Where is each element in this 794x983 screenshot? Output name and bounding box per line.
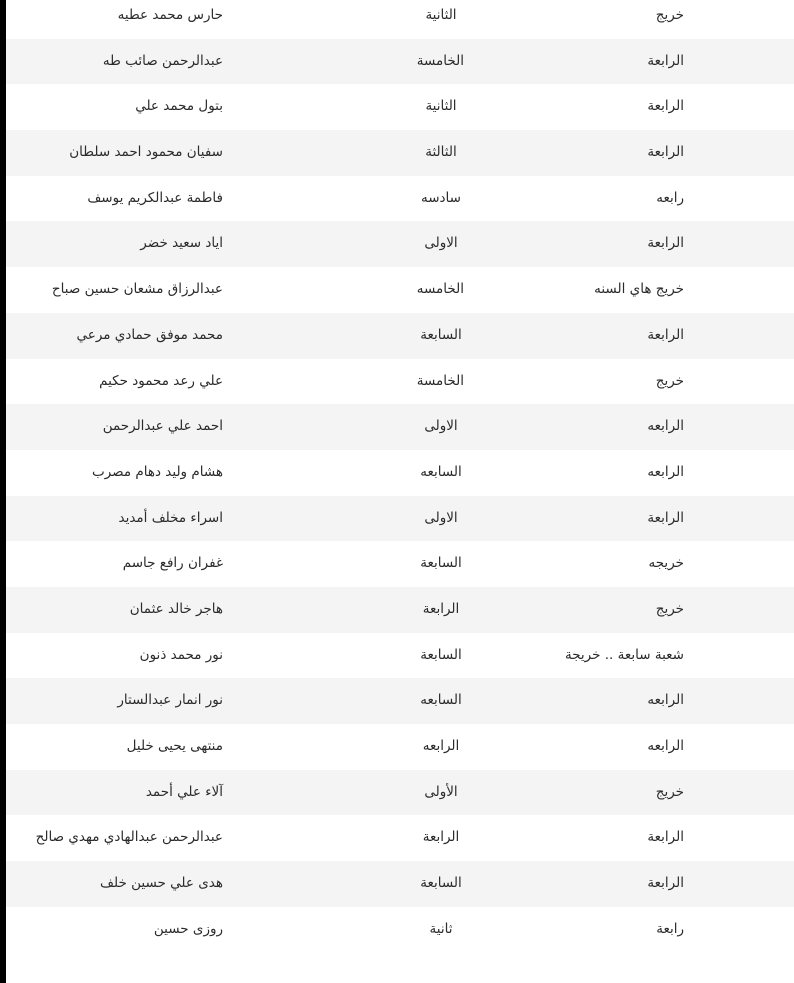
table-row — [6, 541, 794, 587]
table-row — [6, 39, 794, 85]
status-cell: الرابعة — [647, 875, 684, 892]
status-cell: الرابعة — [647, 144, 684, 161]
stage-cell: السابعة — [420, 326, 462, 343]
table-row — [6, 861, 794, 907]
student-name-cell: فاطمة عبدالكريم يوسف — [87, 189, 223, 206]
stage-cell: السابعة — [420, 555, 462, 572]
status-cell: شعبة سابعة .. خريجة — [564, 646, 684, 663]
status-cell: الرابعة — [647, 235, 684, 252]
stage-cell: السابعة — [420, 875, 462, 892]
stage-cell: السابعه — [420, 692, 462, 709]
table-row — [6, 84, 794, 130]
student-name-cell: احمد علي عبدالرحمن — [102, 418, 223, 435]
student-name-cell: هدى علي حسين خلف — [100, 875, 223, 892]
status-cell: خريج — [655, 7, 684, 23]
student-name-cell: نور محمد ذنون — [139, 646, 223, 663]
stage-cell: ثانية — [429, 920, 453, 937]
stage-cell: الخامسه — [416, 281, 464, 298]
table-row — [6, 450, 794, 496]
status-cell: الرابعة — [647, 326, 684, 343]
student-name-cell: هاجر خالد عثمان — [129, 600, 223, 617]
table-row — [6, 496, 794, 542]
status-cell: الرابعه — [647, 738, 684, 754]
table-row — [6, 815, 794, 861]
student-name-cell: محمد موفق حمادي مرعي — [76, 326, 223, 343]
student-name-cell: منتهى يحيى خليل — [126, 738, 223, 754]
student-name-cell: علي رعد محمود حكيم — [99, 372, 223, 389]
table-row — [6, 678, 794, 724]
status-cell: الرابعة — [647, 829, 684, 846]
student-name-cell: عبدالرحمن صائب طه — [102, 52, 223, 69]
status-cell: خريج — [655, 372, 684, 389]
student-name-cell: آلاء علي أحمد — [145, 783, 223, 800]
stage-cell: الاولى — [424, 418, 458, 435]
table-row — [6, 221, 794, 267]
status-cell: خريج — [655, 783, 684, 800]
stage-cell: السابعه — [420, 463, 462, 480]
table-row — [6, 176, 794, 222]
student-name-cell: روزى حسين — [153, 920, 223, 937]
stage-cell: سادسه — [421, 189, 461, 206]
stage-cell: الخامسة — [416, 52, 464, 69]
stage-cell: الثالثة — [425, 144, 457, 161]
stage-cell: الرابعة — [422, 829, 460, 846]
student-name-cell: اياد سعيد خضر — [140, 235, 223, 252]
status-cell: خريجه — [648, 555, 684, 572]
student-name-cell: حارس محمد عطيه — [117, 7, 223, 23]
status-cell: رابعه — [656, 189, 684, 206]
status-cell: خريج هاي السنه — [594, 281, 684, 298]
table-row — [6, 130, 794, 176]
table-row — [6, 770, 794, 816]
status-cell: الرابعه — [647, 463, 684, 480]
status-cell: الرابعة — [647, 52, 684, 69]
student-name-cell: عبدالرزاق مشعان حسين صباح — [51, 281, 223, 298]
student-name-cell: غفران رافع جاسم — [122, 555, 223, 572]
status-cell: الرابعة — [647, 509, 684, 526]
student-name-cell: بتول محمد علي — [135, 98, 223, 115]
student-table — [6, 0, 794, 952]
table-row — [6, 907, 794, 953]
status-cell: الرابعه — [647, 692, 684, 709]
student-name-cell: نور انمار عبدالستار — [117, 692, 223, 709]
table-row — [6, 0, 794, 39]
stage-cell: الرابعة — [422, 600, 460, 617]
student-name-cell: هشام وليد دهام مصرب — [92, 463, 223, 480]
table-row — [6, 724, 794, 770]
stage-cell: الاولى — [424, 509, 458, 526]
student-name-cell: عبدالرحمن عبدالهادي مهدي صالح — [35, 829, 223, 846]
student-name-cell: اسراء مخلف أمديد — [118, 509, 223, 526]
table-row — [6, 587, 794, 633]
table-row — [6, 359, 794, 405]
status-cell: الرابعه — [647, 418, 684, 435]
stage-cell: الأولى — [424, 783, 458, 800]
table-row — [6, 313, 794, 359]
table-row — [6, 404, 794, 450]
stage-cell: الخامسة — [416, 372, 464, 389]
student-name-cell: سفيان محمود احمد سلطان — [69, 144, 223, 161]
stage-cell: الثانية — [425, 98, 457, 115]
stage-cell: الثانية — [425, 7, 457, 23]
table-row — [6, 633, 794, 679]
status-cell: رابعة — [656, 920, 684, 937]
stage-cell: الاولى — [424, 235, 458, 252]
stage-cell: السابعة — [420, 646, 462, 663]
status-cell: الرابعة — [647, 98, 684, 115]
status-cell: خريج — [655, 600, 684, 617]
table-row — [6, 267, 794, 313]
stage-cell: الرابعه — [422, 738, 460, 754]
